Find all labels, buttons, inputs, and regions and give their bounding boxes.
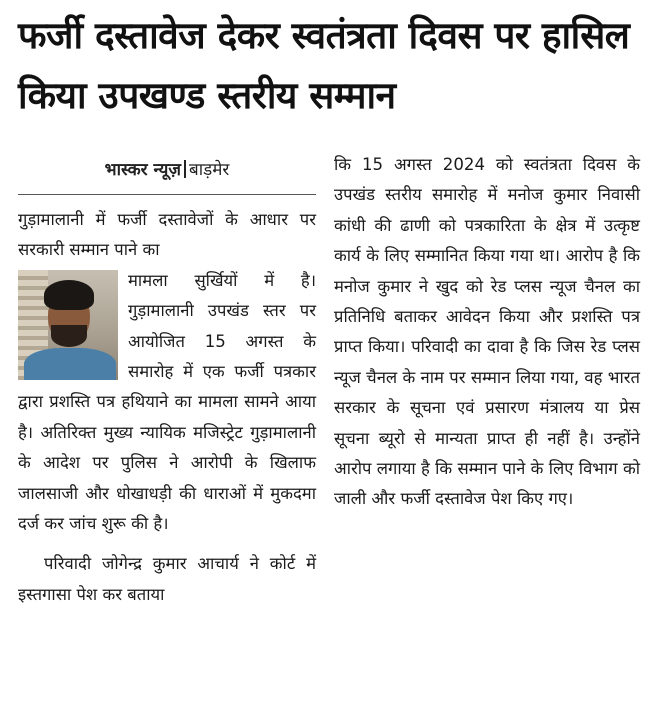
headline: फर्जी दस्तावेज देकर स्वतंत्रता दिवस पर हासिल किया उपखण्ड स्तरीय सम्मान	[18, 14, 630, 117]
paragraph-continuation: कि 15 अगस्त 2024 को स्वतंत्रता दिवस के उपखंड स्तरीय समारोह में मनोज कुमार निवासी कांधी की ढाणी को पत्रकारिता के क्षेत्र में उत्कृष्ट कार्य के लिए सम्मानित किया गया था। आरोप है कि मनोज कुमार ने खुद को रेड प्लस न्यूज चैनल का प्रतिनिधि बताकर आवेदन किया और प्रशस्ति पत्र प्राप्त किया। परिवादी का दावा है कि जिस रेड प्लस न्यूज चैनल के नाम पर सम्मान लिया गया, वह भारत सरकार के सूचना एवं प्रसारण मंत्रालय या प्रेस सूचना ब्यूरो से मान्यता प्राप्त ही नहीं है। उन्होंने आरोप लगाया है कि सम्मान पाने के लिए विभाग को जाली और फर्जी दस्तावेज पेश किए गए।	[334, 155, 640, 509]
article-column-right	[334, 150, 640, 515]
byline-agency: भास्कर न्यूज़	[104, 160, 182, 180]
byline-city: बाड़मेर	[189, 160, 230, 180]
byline-separator	[184, 160, 186, 178]
paragraph-intro-lead: गुड़ामालानी में फर्जी दस्तावेजों के आधार पर सरकारी सम्मान पाने का	[18, 210, 316, 260]
paragraph-complainant: परिवादी जोगेन्द्र कुमार आचार्य ने कोर्ट में इस्तगासा पेश कर बताया	[18, 554, 316, 604]
byline	[18, 150, 316, 195]
article-column-left	[18, 150, 316, 610]
paragraph-intro-body: मामला सुर्खियों में है। गुड़ामालानी उपखंड स्तर पर आयोजित 15 अगस्त के समारोह में एक फर्जी पत्रकार द्वारा प्रशस्ति पत्र हथियाने का मामला सामने आया है। अतिरिक्त मुख्य न्यायिक मजिस्ट्रेट गुड़ामालानी के आदेश पर पुलिस ने आरोपी के खिलाफ जालसाजी और धोखाधड़ी की धाराओं में मुकदमा दर्ज कर जांच शुरू की है।	[18, 270, 316, 534]
accused-photo	[18, 270, 118, 380]
